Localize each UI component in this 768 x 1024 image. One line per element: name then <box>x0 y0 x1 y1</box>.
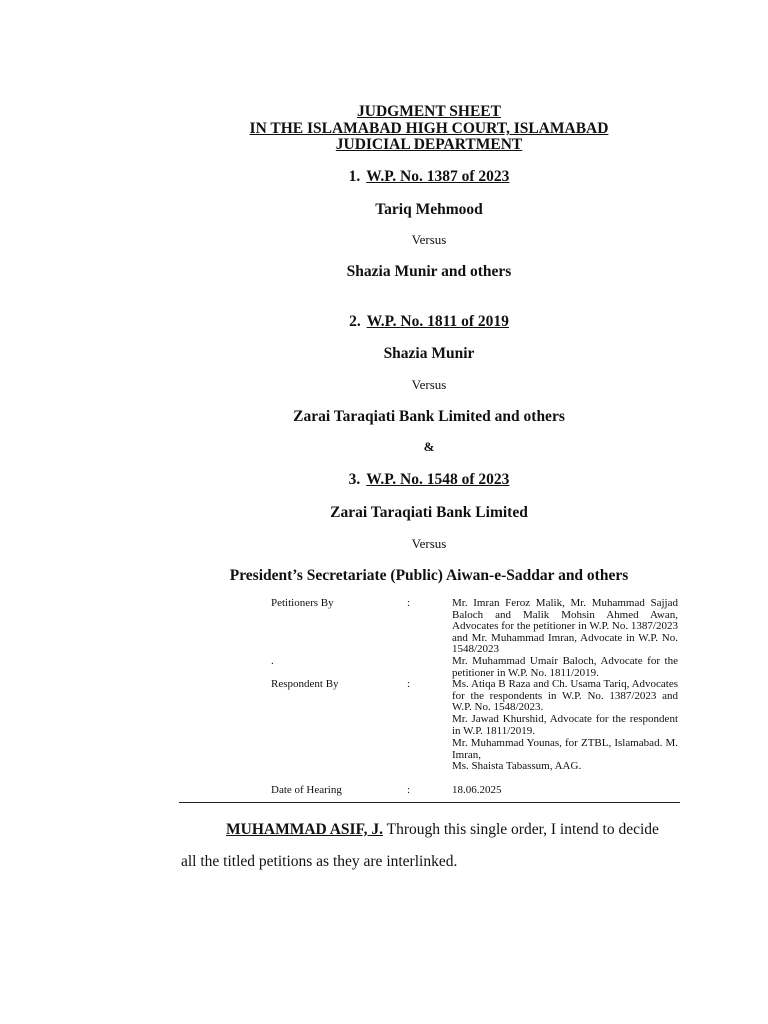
case-2-respondent: Zarai Taraqiati Bank Limited and others <box>293 408 565 425</box>
case-1-wp: W.P. No. 1387 of 2023 <box>366 168 510 185</box>
case-3-number: 3. <box>348 471 361 488</box>
case-1-petitioner: Tariq Mehmood <box>375 201 483 218</box>
respondent-counsel-4: Ms. Shaista Tabassum, AAG. <box>452 760 582 772</box>
case-1-respondent: Shazia Munir and others <box>346 263 512 280</box>
case-2-wp: W.P. No. 1811 of 2019 <box>366 313 509 330</box>
header-department: JUDICIAL DEPARTMENT <box>335 136 523 153</box>
order-text: Through this single order, I intend to decide all the titled petitions as they are interlinked. <box>181 821 659 870</box>
case-3-wp: W.P. No. 1548 of 2023 <box>366 471 510 488</box>
case-2-petitioner: Shazia Munir <box>383 345 475 362</box>
order-paragraph <box>181 814 678 878</box>
case-3-heading <box>0 471 768 489</box>
case-3-respondent: President’s Secretariate (Public) Aiwan-e-Saddar and others <box>229 567 629 584</box>
case-1-heading <box>0 168 768 186</box>
respondent-counsel-1: Ms. Atiqa B Raza and Ch. Usama Tariq, Advocates for the respondents in W.P. No. 1387/2023 and W.P. No. 1548/2023. <box>452 678 678 713</box>
header-title: JUDGMENT SHEET <box>357 103 501 120</box>
judge-name: MUHAMMAD ASIF, J. <box>226 821 384 838</box>
case-1-versus: Versus <box>411 232 447 247</box>
header-court: IN THE ISLAMABAD HIGH COURT, ISLAMABAD <box>249 120 609 137</box>
divider-rule <box>179 802 680 803</box>
respondent-colon: : <box>407 678 411 690</box>
case-3-petitioner: Zarai Taraqiati Bank Limited <box>330 504 528 521</box>
ampersand: & <box>423 439 435 454</box>
petitioners-dot: . <box>271 655 274 667</box>
petitioners-colon: : <box>407 597 411 609</box>
hearing-colon: : <box>407 784 411 796</box>
respondent-counsel-2: Mr. Jawad Khurshid, Advocate for the respondent in W.P. 1811/2019. <box>452 713 678 737</box>
case-2-versus: Versus <box>411 377 447 392</box>
respondent-counsel-3: Mr. Muhammad Younas, for ZTBL, Islamabad. M. Imran, <box>452 737 678 761</box>
petitioners-counsel-1: Mr. Imran Feroz Malik, Mr. Muhammad Sajjad Baloch and Malik Mohsin Ahmed Awan, Advocates for the petitioner in W.P. No. 1387/2023 and Mr. Muhammad Imran, Advocate in W.P. No. 1548/2023 <box>452 597 678 655</box>
petitioners-counsel-2: Mr. Muhammad Umair Baloch, Advocate for the petitioner in W.P. No. 1811/2019. <box>452 655 678 679</box>
case-2-number: 2. <box>349 313 361 330</box>
hearing-date: 18.06.2025 <box>452 784 502 796</box>
case-3-versus: Versus <box>411 536 447 551</box>
hearing-label: Date of Hearing <box>271 784 342 796</box>
petitioners-label: Petitioners By <box>271 597 334 609</box>
respondent-label: Respondent By <box>271 678 339 690</box>
case-1-number: 1. <box>348 168 361 185</box>
case-2-heading <box>0 313 768 331</box>
